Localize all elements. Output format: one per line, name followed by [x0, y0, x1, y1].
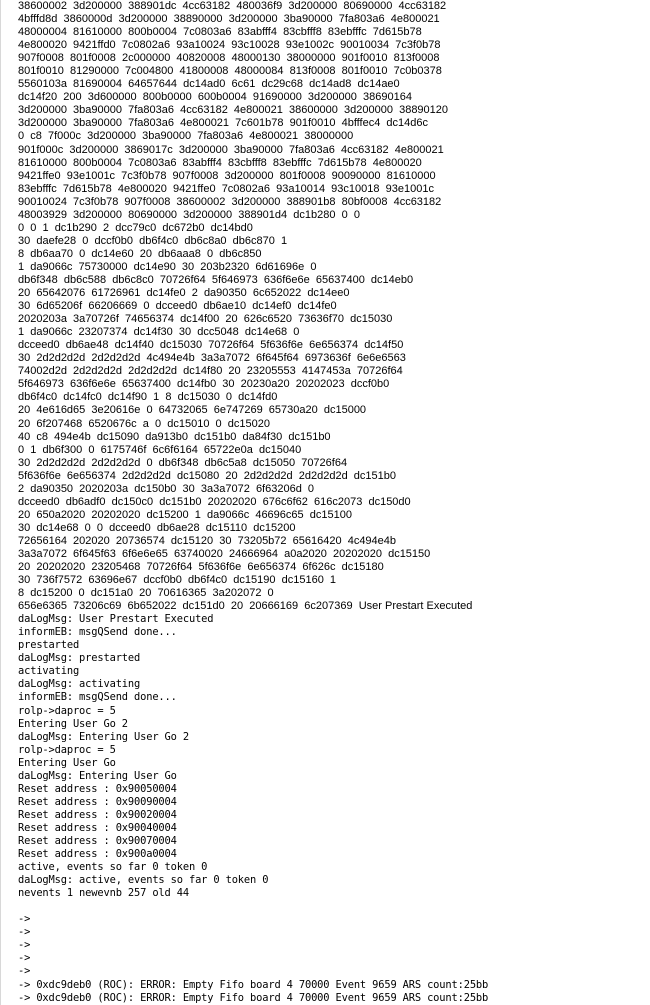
memory-dump-line: 30 dc14e68 0 0 dcceed0 db6ae28 dc15110 dc15200 — [18, 521, 296, 534]
memory-dump-line: 20 650a2020 20202020 dc15200 1 da9066c 46696c65 dc15100 — [18, 508, 352, 521]
memory-dump-line: 2 da90350 2020203a dc150b0 30 3a3a7072 6f63206d 0 — [18, 482, 315, 495]
log-line: Reset address : 0x90040004 — [18, 821, 177, 834]
memory-dump-line: 40 c8 494e4b dc15090 da913b0 dc151b0 da84f30 dc151b0 — [18, 430, 331, 443]
log-line: Reset address : 0x900a0004 — [18, 848, 177, 861]
memory-dump-line: 20 4e616d65 3e20616e 0 64732065 6e747269 65730a20 dc15000 — [18, 404, 367, 417]
terminal-output — [18, 0, 648, 1005]
log-line: -> — [18, 926, 31, 939]
memory-dump-line: 81610000 800b0004 7c0803a6 83abfff4 83cbfff8 83ebfffc 7d615b78 4e800020 — [18, 156, 422, 169]
memory-dump-line: 38600002 3d200000 388901dc 4cc63182 480036f9 3d200000 80690000 4cc63182 — [18, 0, 447, 12]
memory-dump-line: 30 daefe28 0 dccf0b0 db6f4c0 db6c8a0 db6c870 1 — [18, 234, 288, 247]
log-line: rolp->daproc = 5 — [18, 704, 116, 717]
memory-dump-line: 4bfffd8d 3860000d 3d200000 38890000 3d200000 3ba90000 7fa803a6 4e800021 — [18, 13, 440, 26]
memory-dump-line: 30 736f7572 63696e67 dccf0b0 db6f4c0 dc15190 dc15160 1 — [18, 574, 337, 587]
memory-dump-line: 72656164 202020 20736574 dc15120 30 73205b72 65616420 4c494e4b — [18, 534, 397, 547]
memory-dump-line: 901f000c 3d200000 3869017c 3d200000 3ba90000 7fa803a6 4cc63182 4e800021 — [18, 143, 444, 156]
log-line: nevents 1 newevnb 257 old 44 — [18, 887, 189, 900]
memory-dump-line: 3d200000 3ba90000 7fa803a6 4cc63182 4e800021 38600000 3d200000 38890120 — [18, 104, 449, 117]
log-line — [18, 900, 648, 913]
log-line: -> — [18, 939, 31, 952]
memory-dump-line: 20 6f207468 6520676c a 0 dc15010 0 dc15020 — [18, 417, 270, 430]
log-line: Reset address : 0x90050004 — [18, 782, 177, 795]
memory-dump-line: 8 db6aa70 0 dc14e60 20 db6aaa8 0 db6c850 — [18, 247, 262, 260]
log-line: -> — [18, 952, 31, 965]
log-line: daLogMsg: prestarted — [18, 652, 141, 665]
memory-dump-line: 90010024 7c3f0b78 907f0008 38600002 3d200000 388901b8 80bf0008 4cc63182 — [18, 195, 442, 208]
log-line: prestarted — [18, 639, 80, 652]
memory-dump-line: 801f0010 81290000 7c004800 41800008 48000084 813f0008 801f0010 7c0b0378 — [18, 65, 442, 78]
memory-dump-line: 30 2d2d2d2d 2d2d2d2d 4c494e4b 3a3a7072 6f645f64 6973636f 6e6e6563 — [18, 352, 406, 365]
memory-dump-line: 907f0008 801f0008 2c000000 40820008 48000130 38000000 901f0010 813f0008 — [18, 52, 440, 65]
memory-dump-line: 30 6d65206f 66206669 0 dcceed0 db6ae10 dc14ef0 dc14fe0 — [18, 300, 337, 313]
memory-dump-line: 0 0 1 dc1b290 2 dcc79c0 dc672b0 dc14bd0 — [18, 221, 253, 234]
log-line: -> 0xdc9deb0 (ROC): ERROR: Empty Fifo board 4 70000 Event 9659 ARS count:25bb — [18, 978, 489, 991]
log-line: daLogMsg: Entering User Go 2 — [18, 730, 189, 743]
log-line: activating — [18, 665, 80, 678]
memory-dump-line: 20 65642076 61726961 dc14fe0 2 da90350 6c652022 dc14ee0 — [18, 287, 350, 300]
log-line: Entering User Go 2 — [18, 717, 128, 730]
log-line: informEB: msgQSend done... — [18, 626, 177, 639]
memory-dump-line: 1 da9066c 75730000 dc14e90 30 203b2320 6d61696e 0 — [18, 260, 317, 273]
memory-dump-line: dcceed0 db6adf0 dc150c0 dc151b0 20202020 676c6f62 616c2073 dc150d0 — [18, 495, 411, 508]
memory-dump-line: db6f4c0 dc14fc0 dc14f90 1 8 dc15030 0 dc14fd0 — [18, 391, 278, 404]
memory-dump-line: 656e6365 73206c69 6b652022 dc151d0 20 20666169 6c207369 User Prestart Executed — [18, 600, 473, 613]
memory-dump-line: 5f646973 636f6e6e 65637400 dc14fb0 30 20230a20 20202023 dccf0b0 — [18, 378, 390, 391]
log-line: Entering User Go — [18, 756, 116, 769]
memory-dump-line: 30 2d2d2d2d 2d2d2d2d 0 db6f348 db6c5a8 dc15050 70726f64 — [18, 456, 348, 469]
memory-dump-line: db6f348 db6c588 db6c8c0 70726f64 5f646973 636f6e6e 65637400 dc14eb0 — [18, 273, 414, 286]
memory-dump-line: 3d200000 3ba90000 7fa803a6 4e800021 7c601b78 901f0010 4bfffec4 dc14d6c — [18, 117, 429, 130]
memory-dump-line: 0 1 db6f300 0 6175746f 6c6f6164 65722e0a dc15040 — [18, 443, 302, 456]
memory-dump-line: 2020203a 3a70726f 74656374 dc14f00 20 626c6520 73636f70 dc15030 — [18, 313, 393, 326]
memory-dump-line: 5f636f6e 6e656374 2d2d2d2d dc15080 20 2d2d2d2d 2d2d2d2d dc151b0 — [18, 469, 397, 482]
log-line: Reset address : 0x90070004 — [18, 835, 177, 847]
memory-dump-line: 48000004 81610000 800b0004 7c0803a6 83abfff4 83cbfff8 83ebfffc 7d615b78 — [18, 26, 422, 39]
memory-dump-line: 4e800020 9421ffd0 7c0802a6 93a10024 93c10028 93e1002c 90010034 7c3f0b78 — [18, 39, 441, 52]
log-line: daLogMsg: Entering User Go — [18, 769, 177, 782]
log-line: -> — [18, 913, 31, 926]
log-line: active, events so far 0 token 0 — [18, 861, 208, 874]
memory-dump-line: 0 c8 7f000c 3d200000 3ba90000 7fa803a6 4e800021 38000000 — [18, 130, 354, 143]
memory-dump-line: 1 da9066c 23207374 dc14f30 30 dcc5048 dc14e68 0 — [18, 326, 300, 339]
log-line: Reset address : 0x90090004 — [18, 795, 177, 808]
log-line: informEB: msgQSend done... — [18, 691, 177, 704]
log-line: -> — [18, 965, 31, 978]
log-line: rolp->daproc = 5 — [18, 743, 116, 756]
log-line: -> 0xdc9deb0 (ROC): ERROR: Empty Fifo board 4 70000 Event 9659 ARS count:25bb — [18, 991, 489, 1004]
memory-dump-line: 8 dc15200 0 dc151a0 20 70616365 3a202072 0 — [18, 587, 274, 600]
memory-dump-line: dc14f20 200 3d600000 800b0000 600b0004 91690000 3d200000 38690164 — [18, 91, 412, 104]
log-line: daLogMsg: activating — [18, 678, 141, 691]
log-line: daLogMsg: active, events so far 0 token 0 — [18, 874, 269, 887]
memory-dump-line: 3a3a7072 6f645f63 6f6e6e65 63740020 24666964 a0a2020 20202020 dc15150 — [18, 547, 431, 560]
log-line: Reset address : 0x90020004 — [18, 808, 177, 821]
memory-dump-line: 9421ffe0 93e1001c 7c3f0b78 907f0008 3d200000 801f0008 90090000 81610000 — [18, 169, 436, 182]
memory-dump-line: 20 20202020 23205468 70726f64 5f636f6e 6e656374 6f626c dc15180 — [18, 561, 384, 574]
memory-dump-line: 5560103a 81690004 64657644 dc14ad0 6c61 dc29c68 dc14ad8 dc14ae0 — [18, 78, 400, 91]
log-line: daLogMsg: User Prestart Executed — [18, 613, 214, 626]
memory-dump-line: 83ebfffc 7d615b78 4e800020 9421ffe0 7c0802a6 93a10014 93c10018 93e1001c — [18, 182, 434, 195]
memory-dump-line: 48003929 3d200000 80690000 3d200000 388901d4 dc1b280 0 0 — [18, 208, 360, 221]
memory-dump-line: 74002d2d 2d2d2d2d 2d2d2d2d dc14f80 20 23205553 4147453a 70726f64 — [18, 365, 403, 378]
memory-dump-line: dcceed0 db6ae48 dc14f40 dc15030 70726f64 5f636f6e 6e656374 dc14f50 — [18, 339, 404, 352]
